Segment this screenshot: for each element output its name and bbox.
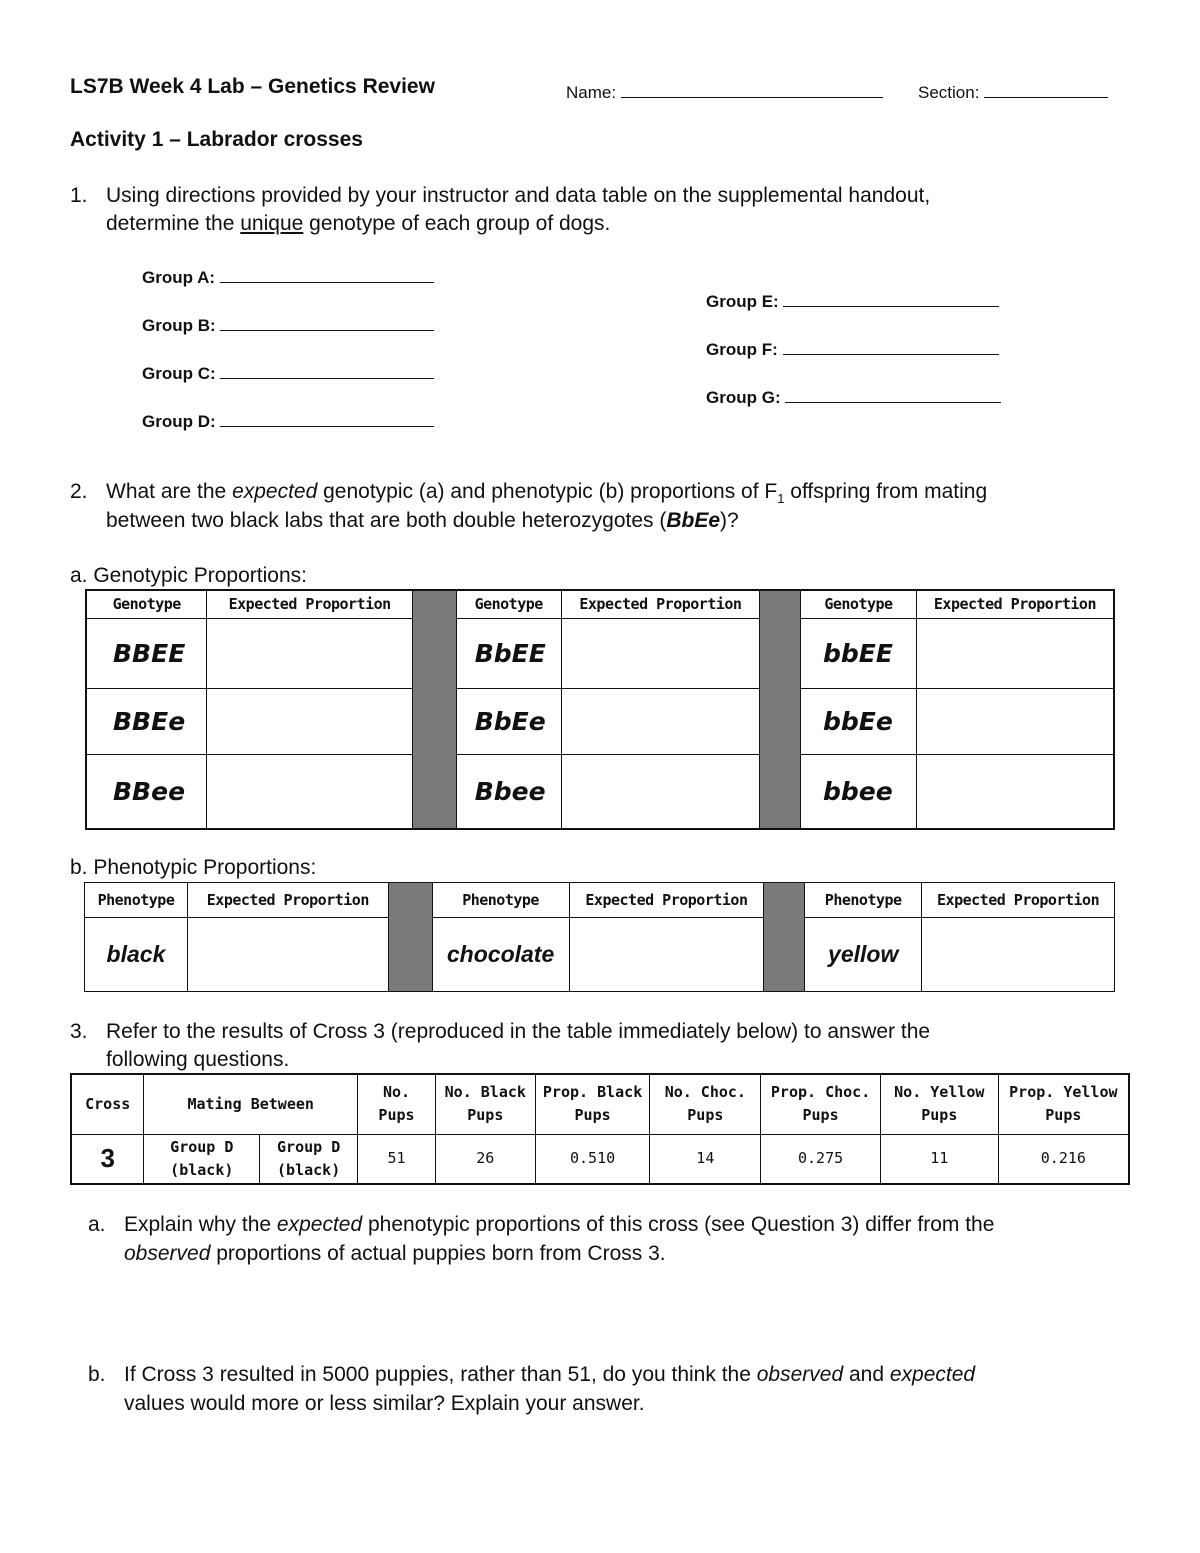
genotype-cell: bbee	[801, 755, 917, 829]
geno-header-genotype: Genotype	[456, 590, 561, 618]
divider	[412, 590, 456, 829]
header-prop-black: Prop. Black Pups	[535, 1074, 650, 1134]
phenotype-table	[84, 882, 1115, 992]
proportion-input[interactable]	[916, 688, 1114, 754]
section-label: Section:	[918, 79, 1108, 103]
geno-header-proportion: Expected Proportion	[916, 590, 1114, 618]
header-no-choc: No. Choc. Pups	[650, 1074, 761, 1134]
group-b: Group B:	[142, 312, 434, 336]
proportion-input[interactable]	[207, 688, 413, 754]
geno-header-genotype: Genotype	[801, 590, 917, 618]
phenotypic-label: b. Phenotypic Proportions:	[70, 856, 317, 879]
pheno-header-phenotype: Phenotype	[805, 883, 922, 918]
pheno-header-phenotype: Phenotype	[85, 883, 188, 918]
genotype-cell: BBee	[86, 755, 207, 829]
group-c-field[interactable]	[220, 360, 434, 379]
proportion-input[interactable]	[561, 688, 760, 754]
group-g: Group G:	[706, 384, 1001, 408]
genotype-cell: BbEe	[456, 688, 561, 754]
prop-yellow-value: 0.216	[998, 1134, 1129, 1184]
cross-number: 3	[71, 1134, 144, 1184]
header-no-black: No. Black Pups	[435, 1074, 535, 1134]
q3-text-line1: Refer to the results of Cross 3 (reproduced in the table immediately below) to answer the	[106, 1020, 931, 1043]
geno-header-proportion: Expected Proportion	[207, 590, 413, 618]
q2-text-line1: What are the expected genotypic (a) and phenotypic (b) proportions of $F_1$ offspring from mating	[106, 480, 988, 507]
parent2: Group D (black)	[260, 1134, 358, 1184]
pheno-header-phenotype: Phenotype	[432, 883, 569, 918]
name-field[interactable]	[621, 79, 883, 98]
divider	[388, 883, 432, 992]
q2-number: 2.	[70, 480, 88, 503]
q3-text-line2: following questions.	[106, 1048, 290, 1071]
group-a: Group A:	[142, 264, 434, 288]
parent1: Group D (black)	[144, 1134, 260, 1184]
genotype-cell: Bbee	[456, 755, 561, 829]
header-mating: Mating Between	[144, 1074, 358, 1134]
phenotype-cell: black	[85, 918, 188, 992]
proportion-input[interactable]	[916, 755, 1114, 829]
proportion-input[interactable]	[922, 918, 1115, 992]
name-label: Name:	[566, 79, 883, 103]
proportion-input[interactable]	[207, 618, 413, 688]
no-choc-value: 14	[650, 1134, 761, 1184]
genotype-table	[85, 589, 1115, 830]
q1-text-line2: determine the unique genotype of each group of dogs.	[106, 212, 611, 235]
proportion-input[interactable]	[187, 918, 388, 992]
section-field[interactable]	[984, 79, 1108, 98]
q3a-line2: observed proportions of actual puppies born from Cross 3.	[124, 1242, 666, 1265]
no-black-value: 26	[435, 1134, 535, 1184]
header-prop-choc: Prop. Choc. Pups	[761, 1074, 881, 1134]
no-yellow-value: 11	[880, 1134, 998, 1184]
pheno-header-proportion: Expected Proportion	[922, 883, 1115, 918]
header-cross: Cross	[71, 1074, 144, 1134]
phenotype-cell: chocolate	[432, 918, 569, 992]
divider	[760, 590, 801, 829]
pheno-header-proportion: Expected Proportion	[187, 883, 388, 918]
q3b-line2: values would more or less similar? Explain your answer.	[124, 1392, 645, 1415]
page-title: LS7B Week 4 Lab – Genetics Review	[70, 75, 435, 98]
proportion-input[interactable]	[916, 618, 1114, 688]
proportion-input[interactable]	[569, 918, 764, 992]
q2-text-line2: between two black labs that are both double heterozygotes (BbEe)?	[106, 509, 739, 532]
group-f-field[interactable]	[783, 336, 999, 355]
genotype-cell: bbEe	[801, 688, 917, 754]
header-no-yellow: No. Yellow Pups	[880, 1074, 998, 1134]
q3a-label: a.	[88, 1213, 106, 1236]
no-pups-value: 51	[358, 1134, 436, 1184]
q1-text-line1: Using directions provided by your instructor and data table on the supplemental handout,	[106, 184, 931, 207]
phenotype-cell: yellow	[805, 918, 922, 992]
q1-number: 1.	[70, 184, 88, 207]
group-c: Group C:	[142, 360, 434, 384]
header-no-pups: No. Pups	[358, 1074, 436, 1134]
group-g-field[interactable]	[785, 384, 1001, 403]
proportion-input[interactable]	[207, 755, 413, 829]
prop-choc-value: 0.275	[761, 1134, 881, 1184]
proportion-input[interactable]	[561, 755, 760, 829]
q3-number: 3.	[70, 1020, 88, 1043]
divider	[764, 883, 805, 992]
prop-black-value: 0.510	[535, 1134, 650, 1184]
proportion-input[interactable]	[561, 618, 760, 688]
q3b-line1: If Cross 3 resulted in 5000 puppies, rather than 51, do you think the observed and expected	[124, 1363, 976, 1386]
q3a-line1: Explain why the expected phenotypic proportions of this cross (see Question 3) differ from the	[124, 1213, 995, 1236]
genotype-cell: BbEE	[456, 618, 561, 688]
genotypic-label: a. Genotypic Proportions:	[70, 564, 307, 587]
genotype-cell: bbEE	[801, 618, 917, 688]
activity-title: Activity 1 – Labrador crosses	[70, 128, 363, 151]
cross3-table	[70, 1073, 1130, 1185]
group-a-field[interactable]	[220, 264, 434, 283]
group-d: Group D:	[142, 408, 434, 432]
header-prop-yellow: Prop. Yellow Pups	[998, 1074, 1129, 1134]
group-f: Group F:	[706, 336, 999, 360]
group-e-field[interactable]	[783, 288, 999, 307]
genotype-cell: BBEE	[86, 618, 207, 688]
group-e: Group E:	[706, 288, 999, 312]
geno-header-proportion: Expected Proportion	[561, 590, 760, 618]
group-d-field[interactable]	[220, 408, 434, 427]
group-b-field[interactable]	[220, 312, 434, 331]
pheno-header-proportion: Expected Proportion	[569, 883, 764, 918]
genotype-cell: BBEe	[86, 688, 207, 754]
geno-header-genotype: Genotype	[86, 590, 207, 618]
q3b-label: b.	[88, 1363, 106, 1386]
